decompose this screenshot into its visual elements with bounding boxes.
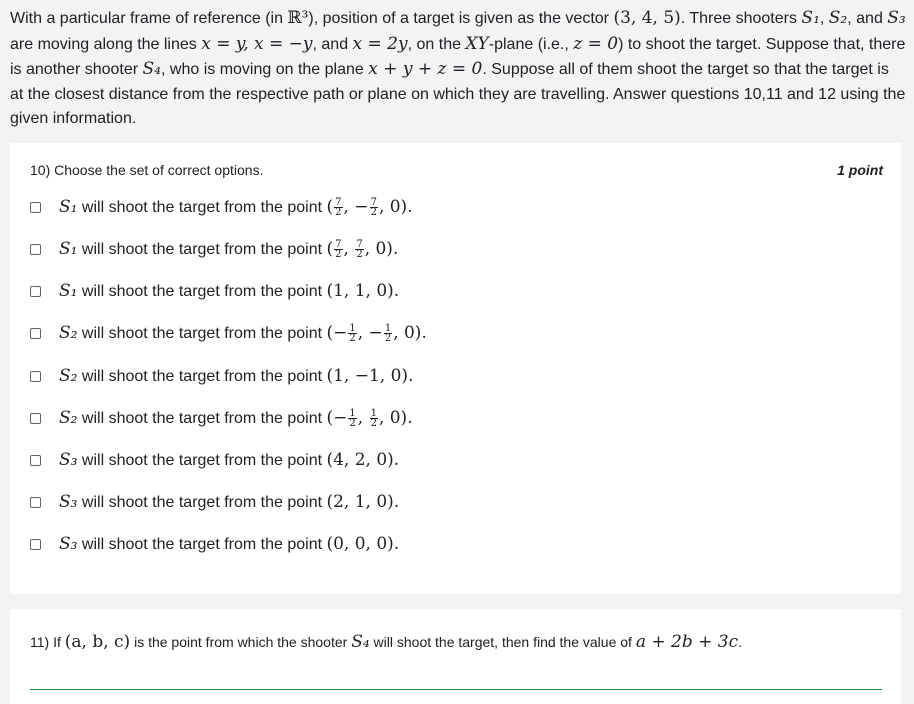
option-9[interactable]: [30, 533, 399, 555]
answer-input[interactable]: [30, 689, 882, 690]
checkbox[interactable]: [30, 328, 41, 339]
checkbox[interactable]: [30, 202, 41, 213]
option-5-label: S₂ will shoot the target from the point (1, −1, 0).: [59, 366, 414, 386]
question-11-title: 11) If (a, b, c) is the point from which the shooter S₄ will shoot the target, then find the value of a + 2b + 3c.: [30, 632, 742, 652]
checkbox[interactable]: [30, 244, 41, 255]
checkbox[interactable]: [30, 286, 41, 297]
checkbox[interactable]: [30, 371, 41, 382]
checkbox[interactable]: [30, 539, 41, 550]
option-3-label: S₁ will shoot the target from the point (1, 1, 0).: [59, 281, 400, 301]
option-7[interactable]: [30, 449, 399, 471]
option-3[interactable]: [30, 280, 399, 302]
option-6[interactable]: [30, 407, 413, 429]
option-7-label: S₃ will shoot the target from the point (4, 2, 0).: [59, 450, 400, 470]
target-vector: (3, 4, 5): [613, 8, 681, 28]
checkbox[interactable]: [30, 455, 41, 466]
question-10-title: 10) Choose the set of correct options.: [30, 162, 264, 178]
option-8[interactable]: [30, 491, 399, 513]
option-1[interactable]: [30, 196, 413, 218]
option-8-label: S₃ will shoot the target from the point (2, 1, 0).: [59, 492, 400, 512]
option-9-label: S₃ will shoot the target from the point (0, 0, 0).: [59, 534, 400, 554]
checkbox[interactable]: [30, 497, 41, 508]
option-2-label: S₁ will shoot the target from the point ( $\frac{7}{2}$ , $\frac{7}{2}$ , 0).: [59, 238, 399, 261]
option-4-label: S₂ will shoot the target from the point (− $\frac{1}{2}$ , − $\frac{1}{2}$ , 0).: [59, 322, 427, 345]
option-2[interactable]: [30, 238, 398, 260]
problem-statement: With a particular frame of reference (in ℝ³), position of a target is given as the vector (3, 4, 5). Three shooters S₁, S₂, and S₃ are moving along the lines x = y, x = −y, and x = 2y, on the XY-plane (i.e., z = 0) to shoot the target. Suppose that, there is another shooter S₄, who is moving on the plane x + y + z = 0. Suppose all of them shoot the target so that the target is at the closest distance from the respective path or plane on which they are travelling. Answer questions 10,11 and 12 using the given information.: [10, 8, 906, 127]
points-label: 1 point: [837, 162, 883, 178]
option-4[interactable]: [30, 322, 427, 344]
question-10-card: [10, 143, 901, 594]
option-6-label: S₂ will shoot the target from the point (− $\frac{1}{2}$ , $\frac{1}{2}$ , 0).: [59, 407, 413, 430]
option-5[interactable]: [30, 365, 413, 387]
r3-symbol: ℝ³: [287, 8, 309, 28]
question-11-card: [10, 609, 901, 704]
checkbox[interactable]: [30, 413, 41, 424]
option-1-label: S₁ will shoot the target from the point ( $\frac{7}{2}$ , − $\frac{7}{2}$ , 0).: [59, 196, 413, 219]
